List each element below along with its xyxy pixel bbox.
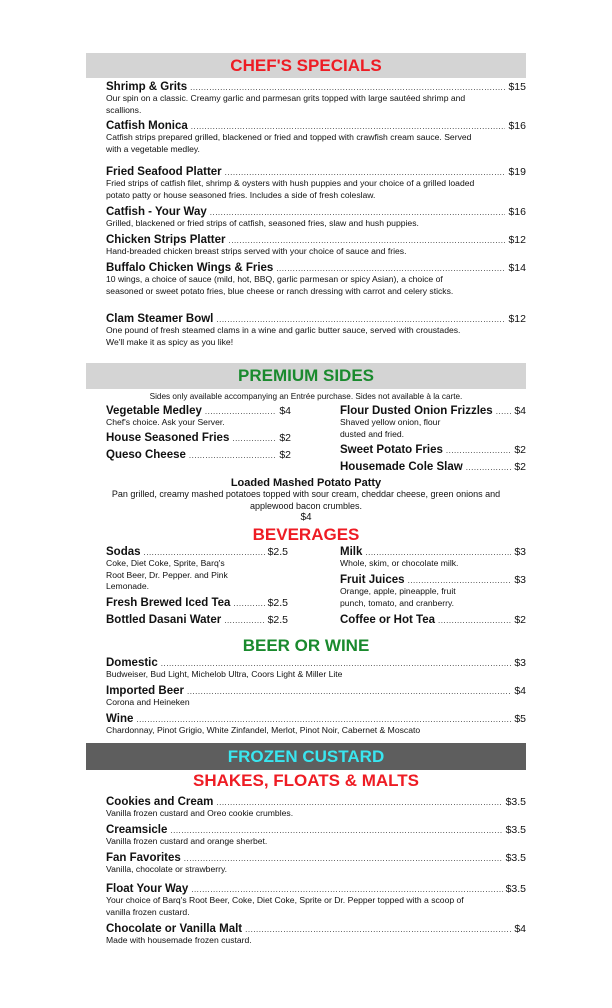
item-price: $12 <box>508 313 526 325</box>
item-description-line: Whole, skim, or chocolate milk. <box>340 558 459 568</box>
menu-item-catfish-your-way <box>106 206 526 230</box>
item-price: $4 <box>514 685 526 697</box>
side-cole-slaw <box>340 461 526 473</box>
bev-sodas <box>106 546 288 593</box>
item-price: $16 <box>508 206 526 218</box>
item-name: Milk <box>340 546 363 558</box>
item-name: Queso Cheese <box>106 449 186 461</box>
item-description: Chardonnay, Pinot Grigio, White Zinfandel, Merlot, Pinot Noir, Cabernet & Moscato <box>106 725 421 735</box>
side-vegetable-medley <box>106 405 291 429</box>
item-description: One pound of fresh steamed clams in a wine and garlic butter sauce, served with croustades. We'll make it as spicy as you like! <box>106 325 461 347</box>
item-price: $12 <box>508 234 526 246</box>
item-description-line: Coke, Diet Coke, Sprite, Barq's <box>106 558 225 568</box>
item-description: Hand-breaded chicken breast strips served with your choice of sauce and fries. <box>106 246 407 256</box>
side-queso-cheese <box>106 449 291 461</box>
item-name: Bottled Dasani Water <box>106 614 222 626</box>
item-price: $2 <box>514 614 526 626</box>
bev-milk <box>340 546 526 570</box>
sides-note: Sides only available accompanying an Entrée purchase. Sides not available à la carte. <box>149 392 463 401</box>
item-description: Grilled, blackened or fried strips of catfish, seasoned fries, slaw and hush puppies. <box>106 218 419 228</box>
item-name: Fruit Juices <box>340 574 405 586</box>
bev-dasani-water <box>106 614 288 626</box>
bev-iced-tea <box>106 597 288 609</box>
item-name: Fried Seafood Platter <box>106 166 222 178</box>
item-description-line: Lemonade. <box>106 581 150 591</box>
item-description: 10 wings, a choice of sauce (mild, hot, BBQ, garlic parmesan or spicy Asian), a choice of seasoned or sweet potato fries, blue cheese or ranch dressing with carrot and celery sticks. <box>106 274 454 296</box>
item-name: Fan Favorites <box>106 852 181 864</box>
feature-description-line: Pan grilled, creamy mashed potatoes topped with sour cream, cheddar cheese, green onions and <box>111 489 501 499</box>
custard-cookies-cream <box>106 796 526 820</box>
item-name: Imported Beer <box>106 685 184 697</box>
item-price: $2 <box>514 461 526 473</box>
item-name: Domestic <box>106 657 158 669</box>
item-description: Made with housemade frozen custard. <box>106 935 252 945</box>
bev-coffee-tea <box>340 614 526 626</box>
menu-item-chicken-strips-platter <box>106 234 526 258</box>
item-description: Catfish strips prepared grilled, blackened or fried and topped with crawfish cream sauce. Served with a vegetable medley. <box>106 132 472 154</box>
item-description: Fried strips of catfish filet, shrimp & oysters with hush puppies and your choice of a grilled loaded potato patty or house seasoned fries. Includes a side of fresh coleslaw. <box>106 178 475 200</box>
item-price: $4 <box>514 405 526 417</box>
item-name: Wine <box>106 713 134 725</box>
item-price: $14 <box>508 262 526 274</box>
item-price: $3 <box>514 546 526 558</box>
custard-float-your-way <box>106 883 526 918</box>
item-price: $15 <box>508 81 526 93</box>
item-name: Catfish - Your Way <box>106 206 207 218</box>
item-price: $3.5 <box>505 796 526 808</box>
item-name: Chocolate or Vanilla Malt <box>106 923 243 935</box>
item-description-line: dusted and fried. <box>340 428 405 439</box>
item-price: $3.5 <box>505 824 526 836</box>
beer-wine-title: BEER OR WINE <box>242 636 370 655</box>
item-price: $3.5 <box>505 852 526 864</box>
item-price: $3 <box>514 574 526 586</box>
item-description: Vanilla frozen custard and Oreo cookie crumbles. <box>106 808 294 818</box>
item-price: $5 <box>514 713 526 725</box>
item-name: Buffalo Chicken Wings & Fries <box>106 262 274 274</box>
item-price: $2.5 <box>267 597 288 609</box>
menu-item-buffalo-wings <box>106 262 526 297</box>
item-price: $2 <box>514 444 526 456</box>
item-price: $3.5 <box>505 883 526 895</box>
item-name: Sweet Potato Fries <box>340 444 443 456</box>
item-description-line: punch, tomato, and cranberry. <box>340 597 455 608</box>
feature-description-line: applewood bacon crumbles. <box>249 500 363 511</box>
item-description: Your choice of Barq's Root Beer, Coke, Diet Coke, Sprite or Dr. Pepper topped with a scoop of vanilla frozen custard. <box>106 895 464 917</box>
custard-creamsicle <box>106 824 526 848</box>
item-description: Vanilla frozen custard and orange sherbet. <box>106 836 268 846</box>
item-price: $16 <box>508 120 526 132</box>
item-name: Fresh Brewed Iced Tea <box>106 597 231 609</box>
feature-name: Loaded Mashed Potato Patty <box>230 477 382 489</box>
item-price: $19 <box>508 166 526 178</box>
frozen-custard-banner: FROZEN CUSTARD <box>86 743 526 770</box>
item-description-line: Orange, apple, pineapple, fruit <box>340 586 456 596</box>
item-description: Our spin on a classic. Creamy garlic and parmesan grits topped with large sautéed shrimp and scallions. <box>106 93 466 115</box>
item-price: $2 <box>279 449 291 461</box>
item-name: Clam Steamer Bowl <box>106 313 214 325</box>
item-price: $2.5 <box>267 546 288 558</box>
item-name: Creamsicle <box>106 824 168 836</box>
item-price: $3 <box>514 657 526 669</box>
drink-wine <box>106 713 526 737</box>
feature-loaded-potato-patty <box>86 477 526 523</box>
item-name: Float Your Way <box>106 883 189 895</box>
drink-domestic <box>106 657 526 681</box>
item-name: Housemade Cole Slaw <box>340 461 463 473</box>
item-price: $4 <box>279 405 291 417</box>
side-onion-frizzles <box>340 405 526 440</box>
item-description: Chef's choice. Ask your Server. <box>106 417 225 427</box>
menu-item-catfish-monica <box>106 120 526 155</box>
item-name: Coffee or Hot Tea <box>340 614 435 626</box>
premium-sides-banner: PREMIUM SIDES <box>86 363 526 389</box>
menu-item-fried-seafood-platter <box>106 166 526 201</box>
feature-price: $4 <box>300 512 312 523</box>
item-name: Sodas <box>106 546 141 558</box>
side-sweet-potato-fries <box>340 444 526 456</box>
menu-item-clam-steamer-bowl <box>106 313 526 348</box>
item-price: $2 <box>279 432 291 444</box>
item-price: $4 <box>514 923 526 935</box>
side-house-seasoned-fries <box>106 432 291 444</box>
beverages-title: BEVERAGES <box>252 525 360 544</box>
item-name: Vegetable Medley <box>106 405 202 417</box>
item-description-line: Root Beer, Dr. Pepper. and Pink <box>106 569 228 580</box>
item-name: Catfish Monica <box>106 120 188 132</box>
shakes-floats-malts-title: SHAKES, FLOATS & MALTS <box>192 771 420 790</box>
drink-imported-beer <box>106 685 526 709</box>
custard-fan-favorites <box>106 852 526 876</box>
item-price: $2.5 <box>267 614 288 626</box>
chefs-specials-banner: CHEF'S SPECIALS <box>86 53 526 78</box>
item-description-line: Shaved yellow onion, flour <box>340 417 441 427</box>
item-name: Flour Dusted Onion Frizzles <box>340 405 493 417</box>
item-description: Vanilla, chocolate or strawberry. <box>106 864 227 874</box>
item-name: House Seasoned Fries <box>106 432 230 444</box>
menu-item-shrimp-grits <box>106 81 526 116</box>
item-description: Corona and Heineken <box>106 697 190 707</box>
item-name: Chicken Strips Platter <box>106 234 226 246</box>
custard-malt <box>106 923 526 947</box>
bev-fruit-juices <box>340 574 526 609</box>
item-name: Shrimp & Grits <box>106 81 188 93</box>
item-name: Cookies and Cream <box>106 796 214 808</box>
item-description: Budweiser, Bud Light, Michelob Ultra, Coors Light & Miller Lite <box>106 669 343 679</box>
